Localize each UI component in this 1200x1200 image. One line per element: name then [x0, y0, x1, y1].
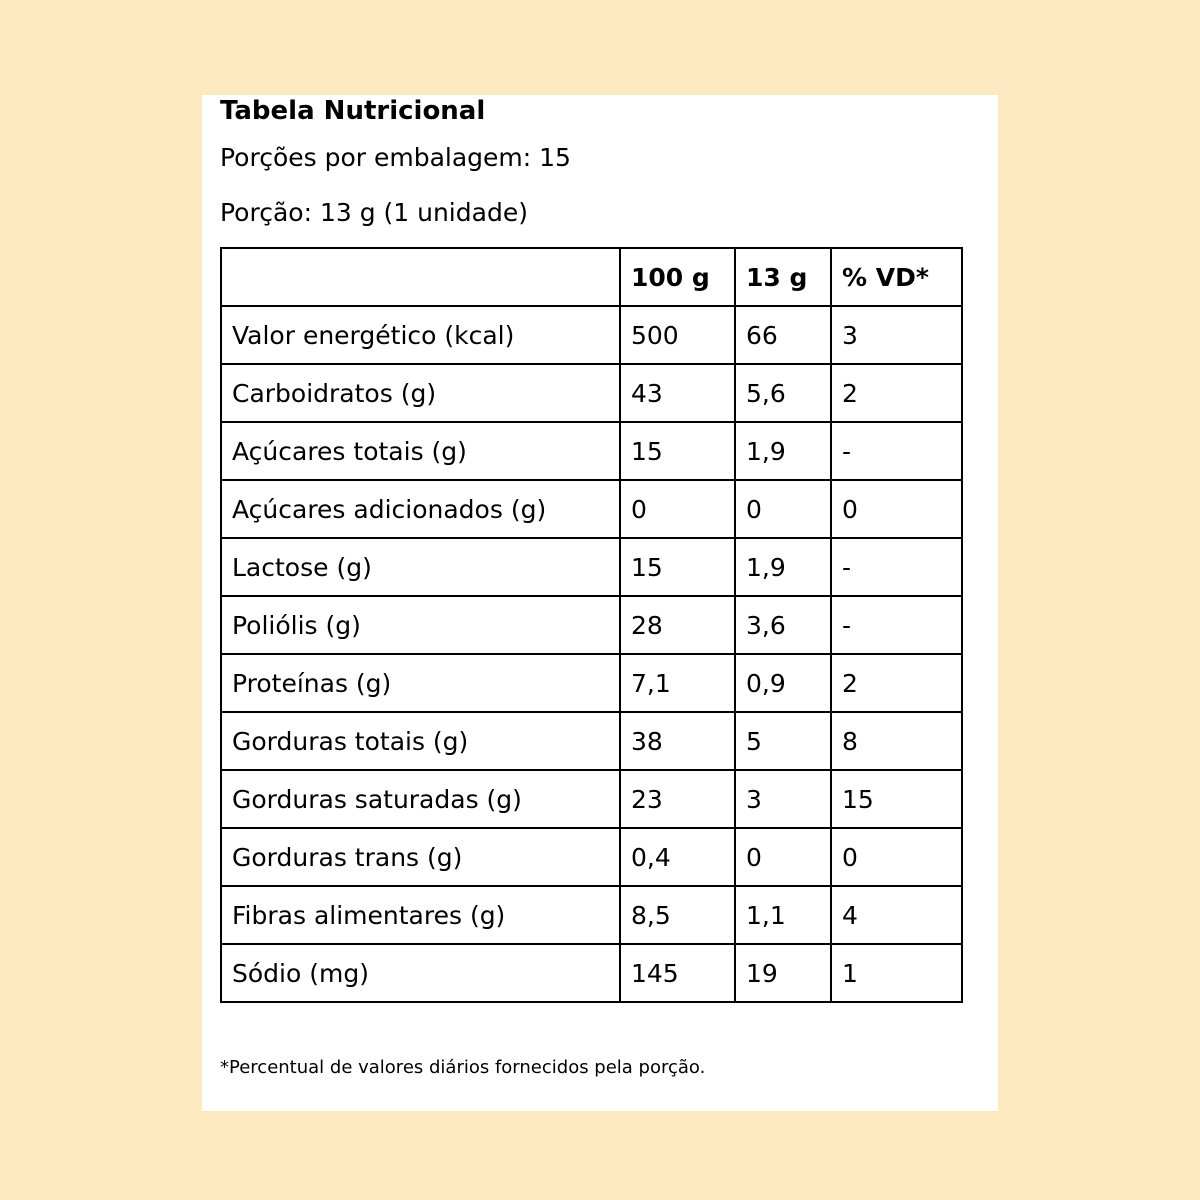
table-row: [221, 596, 962, 654]
value-100g: 500: [620, 306, 735, 364]
header-row: [221, 248, 962, 306]
table-row: [221, 886, 962, 944]
nutrient-name: Lactose (g): [221, 538, 620, 596]
nutrient-name: Carboidratos (g): [221, 364, 620, 422]
table-row: [221, 364, 962, 422]
value-portion: 0: [735, 828, 831, 886]
value-portion: 5,6: [735, 364, 831, 422]
value-100g: 0: [620, 480, 735, 538]
value-100g: 28: [620, 596, 735, 654]
value-vd: 3: [831, 306, 962, 364]
nutrient-name: Gorduras saturadas (g): [221, 770, 620, 828]
nutrient-name: Gorduras totais (g): [221, 712, 620, 770]
table-row: [221, 712, 962, 770]
value-portion: 5: [735, 712, 831, 770]
value-100g: 8,5: [620, 886, 735, 944]
value-100g: 0,4: [620, 828, 735, 886]
portion-size: Porção: 13 g (1 unidade): [220, 198, 528, 227]
header-cell-nutrient: [221, 248, 620, 306]
value-portion: 1,9: [735, 538, 831, 596]
servings-per-package: Porções por embalagem: 15: [220, 143, 571, 172]
value-vd: 8: [831, 712, 962, 770]
table-row: [221, 828, 962, 886]
table-row: [221, 538, 962, 596]
value-vd: 2: [831, 654, 962, 712]
nutrient-name: Gorduras trans (g): [221, 828, 620, 886]
nutrition-table: [220, 247, 963, 1003]
value-vd: 2: [831, 364, 962, 422]
value-portion: 0,9: [735, 654, 831, 712]
table-row: [221, 480, 962, 538]
value-100g: 7,1: [620, 654, 735, 712]
value-vd: 4: [831, 886, 962, 944]
nutrient-name: Proteínas (g): [221, 654, 620, 712]
value-vd: 0: [831, 828, 962, 886]
table-row: [221, 306, 962, 364]
nutrient-name: Sódio (mg): [221, 944, 620, 1002]
nutrition-card: [202, 95, 998, 1111]
value-100g: 38: [620, 712, 735, 770]
header-cell-portion: 13 g: [735, 248, 831, 306]
value-portion: 19: [735, 944, 831, 1002]
nutrient-name: Valor energético (kcal): [221, 306, 620, 364]
footnote: *Percentual de valores diários fornecidos pela porção.: [220, 1057, 706, 1078]
value-100g: 23: [620, 770, 735, 828]
value-portion: 0: [735, 480, 831, 538]
value-portion: 1,1: [735, 886, 831, 944]
value-vd: 0: [831, 480, 962, 538]
header-cell-100g: 100 g: [620, 248, 735, 306]
table-row: [221, 770, 962, 828]
nutrient-name: Açúcares totais (g): [221, 422, 620, 480]
table-row: [221, 654, 962, 712]
nutrient-name: Fibras alimentares (g): [221, 886, 620, 944]
value-portion: 3,6: [735, 596, 831, 654]
value-portion: 1,9: [735, 422, 831, 480]
value-vd: -: [831, 422, 962, 480]
value-portion: 66: [735, 306, 831, 364]
table-row: [221, 944, 962, 1002]
nutrient-name: Poliólis (g): [221, 596, 620, 654]
value-100g: 15: [620, 538, 735, 596]
value-100g: 145: [620, 944, 735, 1002]
value-100g: 15: [620, 422, 735, 480]
value-vd: 15: [831, 770, 962, 828]
nutrient-name: Açúcares adicionados (g): [221, 480, 620, 538]
table-title: Tabela Nutricional: [220, 96, 486, 126]
value-vd: -: [831, 596, 962, 654]
value-vd: 1: [831, 944, 962, 1002]
value-100g: 43: [620, 364, 735, 422]
table-row: [221, 422, 962, 480]
header-cell-vd: % VD*: [831, 248, 962, 306]
value-portion: 3: [735, 770, 831, 828]
value-vd: -: [831, 538, 962, 596]
